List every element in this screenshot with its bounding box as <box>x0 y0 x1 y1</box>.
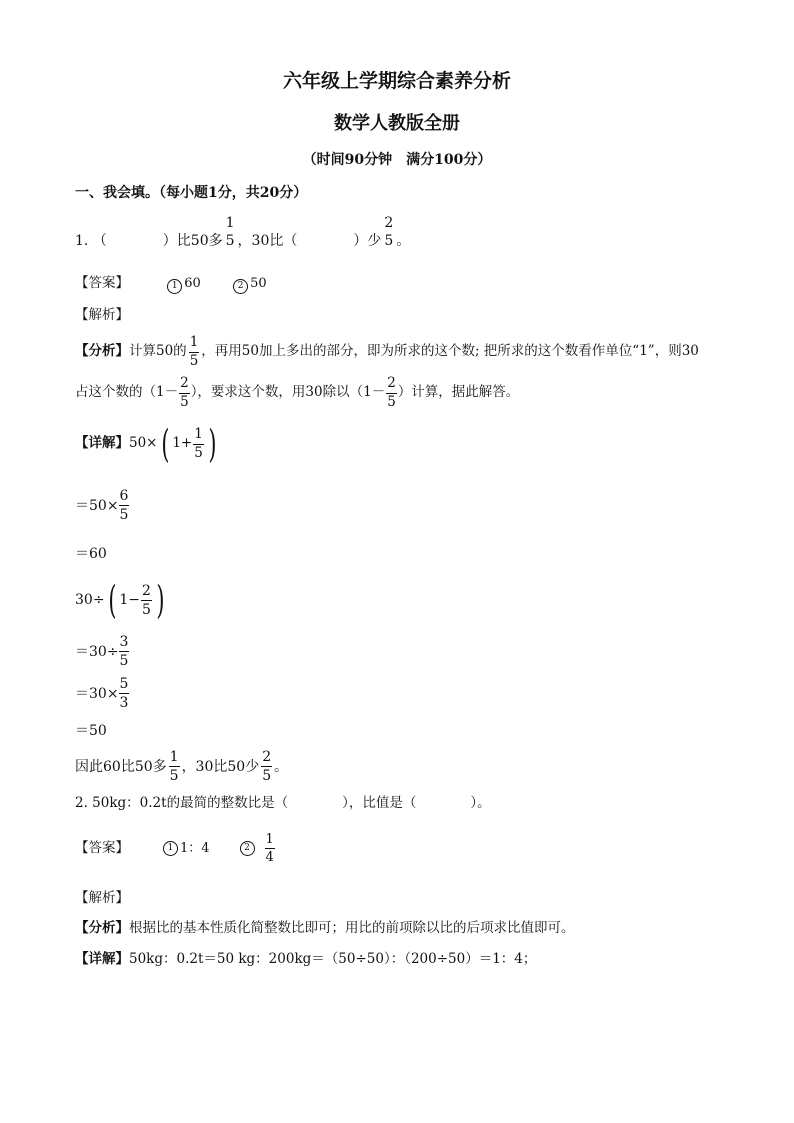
q1-answer-1: 60 <box>184 276 201 291</box>
time-note: （时间90分钟 满分100分） <box>302 152 492 168</box>
numerator: 2 <box>142 582 151 599</box>
denominator: 3 <box>119 695 129 711</box>
conclusion-text: 因此60比50多 <box>75 758 167 775</box>
circled-2-icon: 2 <box>240 841 255 856</box>
q2-detail <box>75 953 536 967</box>
numerator: 2 <box>179 377 190 394</box>
denominator: 4 <box>265 850 274 865</box>
q1-analysis-line-1 <box>75 336 699 368</box>
q2-answer-1: 1：4 <box>180 841 210 856</box>
circled-1-icon: 1 <box>167 279 182 294</box>
q1-step-6 <box>75 677 129 710</box>
q2-analysis <box>75 922 575 936</box>
q2-answer-2-fraction <box>265 833 275 864</box>
q1-detail-line-1 <box>75 422 220 466</box>
denominator: 5 <box>119 653 129 669</box>
q1-step-7: ＝50 <box>75 723 107 739</box>
q1-text-a: 1. （ ）比50多 <box>75 233 223 249</box>
q1-fraction-a <box>225 216 236 248</box>
question-1 <box>75 216 410 248</box>
denominator: 5 <box>194 444 203 461</box>
answer-tag: 【答案】 <box>75 839 129 856</box>
calc-text: ＝50× <box>75 497 119 514</box>
fraction <box>141 584 152 617</box>
analysis-text: 占这个数的（1－ <box>75 384 179 401</box>
detail-tag: 【详解】 <box>75 951 129 967</box>
detail-text: 50kg：0.2t＝50 kg：200kg＝（50÷50）：（200÷50）＝1：4； <box>129 951 537 967</box>
q1-text-c: 。 <box>396 233 411 249</box>
detail-tag: 【详解】 <box>75 435 129 452</box>
denominator: 5 <box>262 768 272 784</box>
q1-step-5 <box>75 635 129 668</box>
numerator: 1 <box>265 832 274 847</box>
numerator: 1 <box>225 215 235 231</box>
analysis-text: ，再用50加上多出的部分，即为所求的这个数; 把所求的这个数看作单位“1”，则30 <box>201 343 699 360</box>
circled-2-icon: 2 <box>233 279 248 294</box>
answer-tag: 【答案】 <box>75 275 129 291</box>
analysis-text: ），要求这个数，用30除以（1－ <box>190 384 386 401</box>
calc-text: 50× <box>129 435 158 452</box>
conclusion-text: ，30比50少 <box>181 758 260 775</box>
calc-text: 1+ <box>172 435 193 452</box>
q2-jiexi-tag: 【解析】 <box>75 890 129 906</box>
numerator: 1 <box>189 336 200 353</box>
fraction <box>169 750 180 783</box>
numerator: 3 <box>119 634 129 650</box>
numerator: 1 <box>169 749 179 765</box>
q1-answer <box>75 277 267 294</box>
numerator: 2 <box>384 215 394 231</box>
numerator: 2 <box>386 377 397 394</box>
circled-1-icon: 1 <box>163 841 178 856</box>
right-paren-icon: ) <box>156 578 165 622</box>
q1-answer-2: 50 <box>250 276 267 291</box>
q1-jiexi-tag: 【解析】 <box>75 307 129 323</box>
fraction <box>179 377 190 409</box>
denominator: 5 <box>169 768 179 784</box>
denominator: 5 <box>189 352 199 369</box>
q1-conclusion <box>75 750 288 783</box>
denominator: 5 <box>225 233 235 249</box>
q1-step-3: ＝60 <box>75 546 107 562</box>
denominator: 5 <box>387 393 396 410</box>
analysis-tag: 【分析】 <box>75 343 129 360</box>
numerator: 1 <box>193 428 204 445</box>
page-title: 六年级上学期综合素养分析 <box>282 70 511 92</box>
calc-text: 1− <box>119 592 141 608</box>
denominator: 5 <box>119 507 129 523</box>
page-subtitle: 数学人教版全册 <box>334 113 460 134</box>
analysis-tag: 【分析】 <box>75 920 129 936</box>
denominator: 5 <box>142 601 151 618</box>
calc-text: 30÷ <box>75 592 105 608</box>
fraction <box>119 489 130 522</box>
conclusion-text: 。 <box>274 758 289 775</box>
fraction <box>386 377 397 409</box>
numerator: 5 <box>119 676 129 692</box>
question-2: 2. 50kg：0.2t的最简的整数比是（ ），比值是（ ）。 <box>75 795 491 811</box>
q1-fraction-b <box>383 216 394 248</box>
right-paren-icon: ) <box>208 422 217 466</box>
fraction <box>119 635 130 668</box>
q2-answer <box>75 833 275 864</box>
fraction <box>261 750 272 783</box>
q1-analysis-line-2 <box>75 377 519 409</box>
analysis-text: 计算50的 <box>129 343 187 360</box>
section-heading: 一、我会填。（每小题1分，共20分） <box>75 185 308 201</box>
left-paren-icon: ( <box>160 422 169 466</box>
q1-step-2 <box>75 489 129 522</box>
q1-text-b: ，30比（ ）少 <box>237 233 382 249</box>
calc-text: ＝30÷ <box>75 643 119 660</box>
numerator: 2 <box>262 749 272 765</box>
denominator: 5 <box>384 233 394 249</box>
analysis-text: 根据比的基本性质化简整数比即可；用比的前项除以比的后项求比值即可。 <box>129 920 575 936</box>
fraction <box>119 677 130 710</box>
left-paren-icon: ( <box>107 578 117 622</box>
denominator: 5 <box>180 393 189 410</box>
fraction <box>193 428 204 460</box>
q1-step-4 <box>75 578 168 622</box>
analysis-text: ）计算，据此解答。 <box>397 384 520 401</box>
fraction <box>189 336 200 368</box>
calc-text: ＝30× <box>75 685 119 702</box>
numerator: 6 <box>119 488 129 504</box>
